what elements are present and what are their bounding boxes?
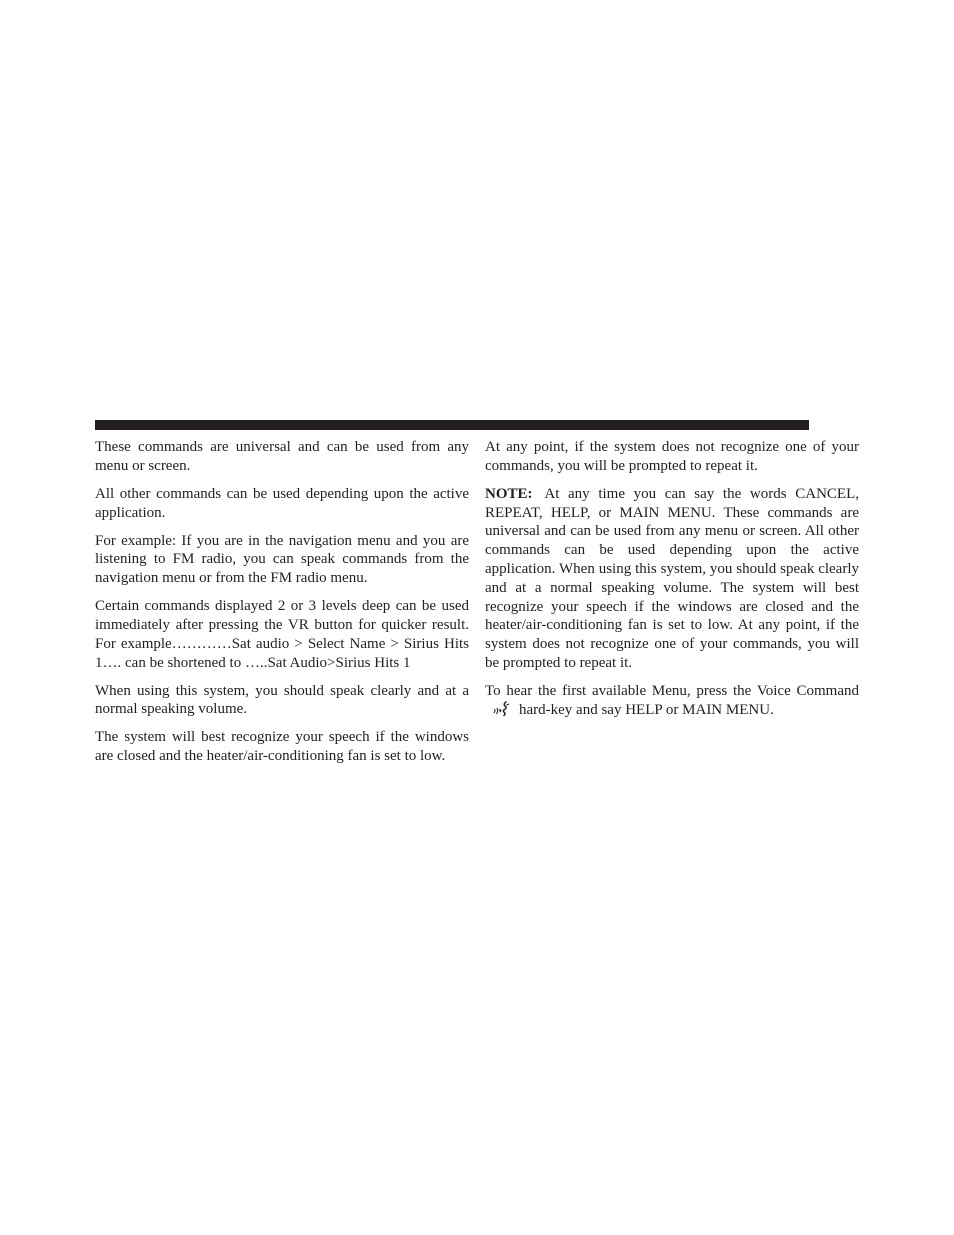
left-paragraph-5: When using this system, you should speak clearly and at a normal speaking volume. xyxy=(95,682,469,718)
right-column xyxy=(485,438,859,729)
voice-command-icon xyxy=(491,701,513,717)
left-paragraph-2: All other commands can be used depending upon the active application. xyxy=(95,485,469,521)
note-label: NOTE: xyxy=(485,485,533,502)
voice-command-text-after: hard-key and say HELP or MAIN MENU. xyxy=(519,701,774,718)
left-paragraph-1: These commands are universal and can be used from any menu or screen. xyxy=(95,439,469,474)
left-paragraph-3: For example: If you are in the navigation menu and you are listening to FM radio, you can speak commands from the navigation menu or from the FM radio menu. xyxy=(95,532,469,587)
right-paragraph-1: At any point, if the system does not recognize one of your commands, you will be prompted to repeat it. xyxy=(485,439,859,474)
left-paragraph-4: Certain commands displayed 2 or 3 levels deep can be used immediately after pressing the VR button for quicker result. For example…………Sat audio > Select Name > Sirius Hits 1…. can be shortened to …..Sat Audio>Sirius Hits 1 xyxy=(95,598,469,671)
right-paragraph-3 xyxy=(485,682,859,720)
voice-command-text-before: To hear the first available Menu, press the Voice Command xyxy=(485,682,859,699)
left-paragraph-6: The system will best recognize your speech if the windows are closed and the heater/air-conditioning fan is set to low. xyxy=(95,729,469,765)
left-column xyxy=(95,438,469,775)
note-text: At any time you can say the words CANCEL, REPEAT, HELP, or MAIN MENU. These commands are universal and can be used from any menu or screen. All other commands can be used depending upon the active application. When using this system, you should speak clearly and at a normal speaking volume. The system will best recognize your speech if the windows are closed and the heater/air-conditioning fan is set to low. At any point, if the system does not recognize one of your commands, you will be prompted to repeat it. xyxy=(485,485,859,671)
header-rule xyxy=(95,420,809,430)
note-paragraph xyxy=(485,485,859,673)
